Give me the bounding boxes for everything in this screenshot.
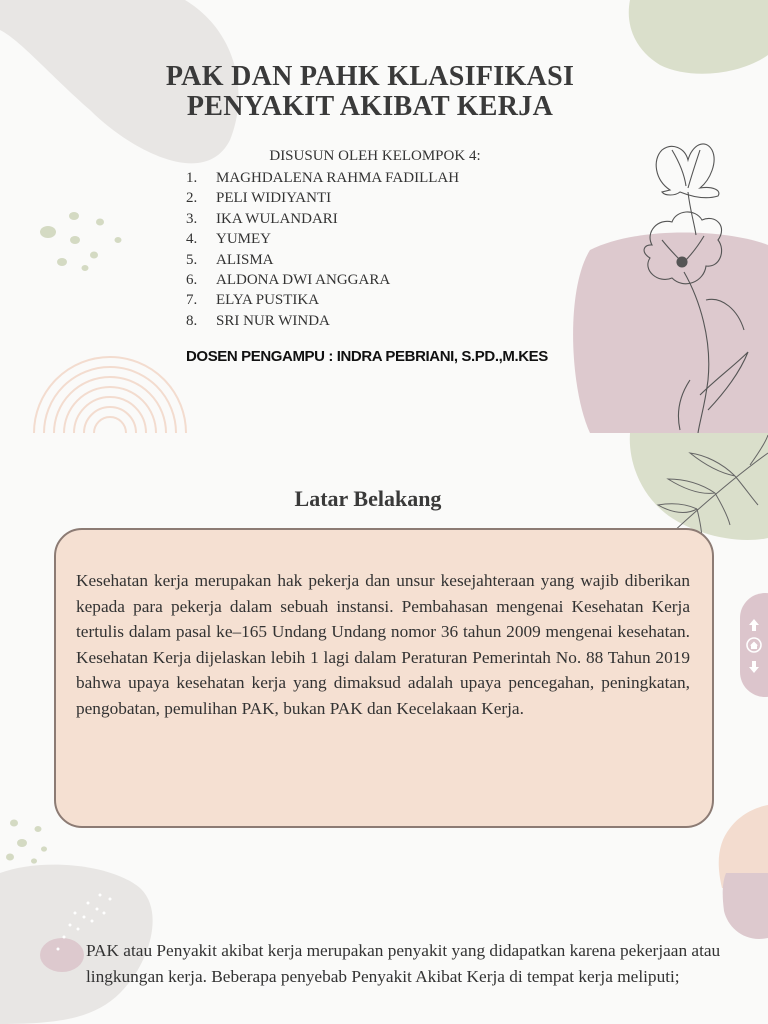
subtitle: DISUSUN OLEH KELOMPOK 4: xyxy=(269,148,481,164)
lecturer-label: DOSEN PENGAMPU : INDRA PEBRIANI, S.PD.,M.KES xyxy=(186,348,548,365)
list-item xyxy=(186,270,459,290)
member-name: ALDONA DWI ANGGARA xyxy=(216,272,391,289)
member-list xyxy=(186,168,459,331)
page-title xyxy=(0,62,740,122)
box-paragraph: Kesehatan kerja merupakan hak pekerja dan unsur kesejahteraan yang wajib diberikan kepada para pekerja dalam sebuah instansi. Pembahasan mengenai Kesehatan Kerja tertulis dalam pasal ke–165 Undang Undang nomor 36 tahun 2009 mengenai kesehatan. Kesehatan Kerja dijelaskan lebih 1 lagi dalam Peraturan Pemerintah No. 88 Tahun 2019 bahwa upaya kesehatan kerja yang dimaksud adalah upaya pencegahan, peningkatan, pengobatan, pemulihan PAK, bukan PAK dan Kecelakaan Kerja. xyxy=(76,571,690,718)
list-item xyxy=(186,311,459,331)
rainbow-arc-icon xyxy=(34,357,186,433)
list-item xyxy=(186,229,459,249)
content-slide xyxy=(0,433,768,1024)
member-name: PELI WIDIYANTI xyxy=(216,190,332,207)
title-line-1: PAK DAN PAHK KLASIFIKASI xyxy=(165,61,575,92)
list-number: 2. xyxy=(186,190,198,207)
section-heading: Latar Belakang xyxy=(294,486,442,511)
list-number: 4. xyxy=(186,231,198,248)
member-name: IKA WULANDARI xyxy=(216,210,338,227)
arrow-up-icon[interactable] xyxy=(746,617,762,633)
content-box xyxy=(54,528,714,828)
list-number: 8. xyxy=(186,312,198,329)
list-number: 5. xyxy=(186,251,198,268)
member-name: MAGHDALENA RAHMA FADILLAH xyxy=(216,170,460,186)
home-icon[interactable] xyxy=(746,637,762,653)
body-paragraph: PAK atau Penyakit akibat kerja merupakan penyakit yang didapatkan karena pekerjaan atau lingkungan kerja. Beberapa penyebab Penyakit Akibat Kerja di tempat kerja meliputi; xyxy=(86,941,721,986)
member-name: ALISMA xyxy=(216,251,274,268)
list-number: 3. xyxy=(186,210,198,227)
list-item xyxy=(186,188,459,208)
list-item xyxy=(186,168,459,188)
list-number: 6. xyxy=(186,272,198,289)
arrow-down-icon[interactable] xyxy=(746,659,762,675)
navigation-control[interactable] xyxy=(740,593,768,697)
list-number: 7. xyxy=(186,292,198,309)
list-item xyxy=(186,290,459,310)
member-name: YUMEY xyxy=(216,231,271,248)
title-slide xyxy=(0,0,768,433)
member-name: ELYA PUSTIKA xyxy=(216,292,320,309)
list-number: 1. xyxy=(186,170,198,186)
member-name: SRI NUR WINDA xyxy=(216,312,330,329)
list-item xyxy=(186,209,459,229)
title-line-2: PENYAKIT AKIBAT KERJA xyxy=(186,91,554,122)
list-item xyxy=(186,250,459,270)
